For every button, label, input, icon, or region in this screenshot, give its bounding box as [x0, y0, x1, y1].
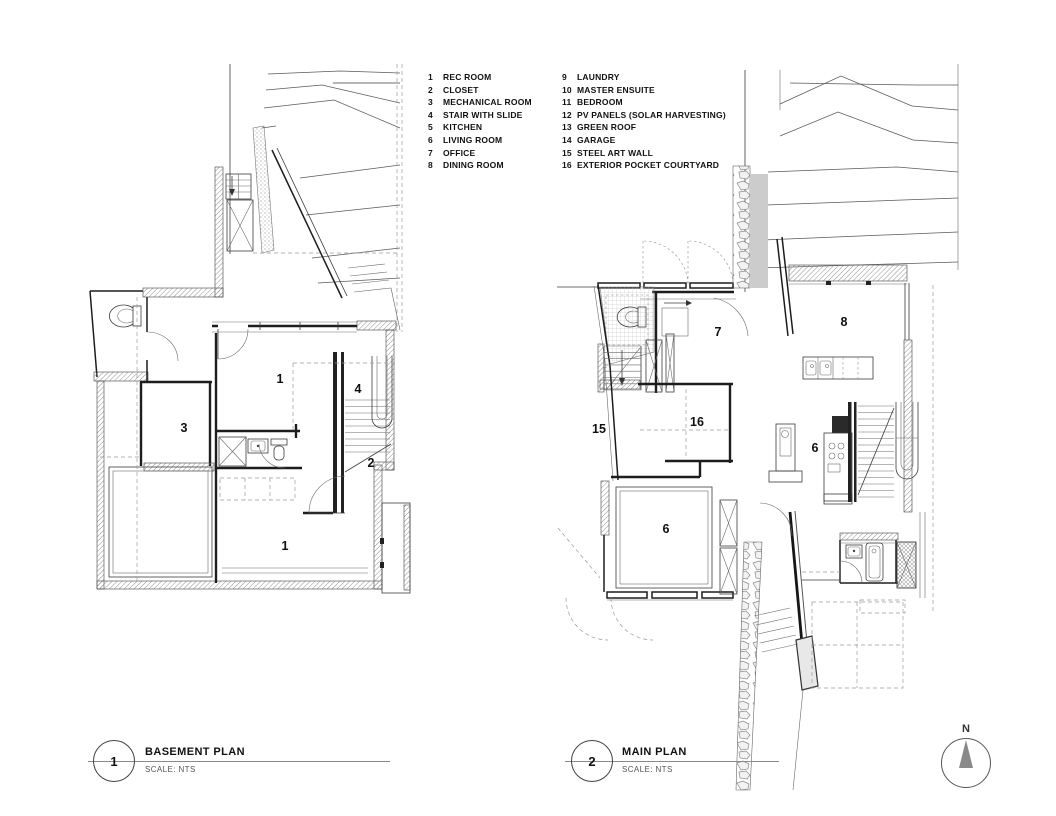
plan-title: BASEMENT PLAN — [145, 746, 245, 758]
main-patio-dashes — [812, 600, 905, 688]
basement-outer-walls — [97, 321, 410, 593]
legend-num: 4 — [428, 109, 433, 120]
legend-label: GARAGE — [577, 134, 616, 145]
legend-num: 5 — [428, 122, 433, 133]
basement-bathroom — [216, 424, 302, 468]
legend-num: 6 — [428, 134, 433, 145]
plan-title: MAIN PLAN — [622, 746, 687, 758]
basement-retaining-wall — [253, 126, 400, 330]
legend-label: STEEL ART WALL — [577, 147, 653, 158]
legend-label: CLOSET — [443, 84, 479, 95]
main-kitchen — [803, 357, 873, 504]
room-label: 16 — [690, 415, 704, 429]
basement-powder-room — [90, 288, 223, 381]
basement-site-contours — [230, 64, 402, 332]
room-label: 1 — [276, 372, 284, 386]
legend-column-1 — [428, 71, 562, 172]
legend-num: 16 — [562, 160, 572, 171]
room-label: 8 — [840, 315, 848, 329]
detail-number: 2 — [588, 753, 596, 769]
room-label: 4 — [354, 382, 362, 396]
main-site-contours — [745, 64, 958, 292]
main-bathroom — [802, 533, 916, 588]
legend-item — [562, 134, 726, 147]
north-label: N — [962, 723, 970, 735]
basement-furniture — [109, 467, 368, 577]
legend-label: LIVING ROOM — [443, 134, 503, 145]
legend-label: REC ROOM — [443, 72, 492, 82]
plan-scale: SCALE: NTS — [622, 765, 673, 774]
legend-num: 9 — [562, 72, 567, 82]
detail-number-circle — [571, 740, 613, 782]
room-label: 1 — [281, 539, 289, 553]
legend-label: LAUNDRY — [577, 72, 620, 82]
legend-num: 11 — [562, 97, 572, 108]
plan-scale: SCALE: NTS — [145, 765, 196, 774]
main-steel-art-wall — [760, 503, 818, 790]
legend-item — [428, 147, 562, 160]
room-label: 15 — [592, 422, 606, 436]
legend-item — [562, 109, 726, 122]
basement-plan-drawing — [90, 64, 410, 593]
legend-item — [428, 134, 562, 147]
legend-num: 3 — [428, 97, 433, 108]
legend-label: GREEN ROOF — [577, 122, 637, 133]
main-plan-drawing — [557, 64, 958, 790]
legend-num: 13 — [562, 122, 572, 133]
legend-label: KITCHEN — [443, 122, 483, 133]
main-living-lower — [558, 461, 737, 640]
basement-stair-top — [215, 167, 253, 297]
detail-number-circle — [93, 740, 135, 782]
legend-num: 14 — [562, 134, 572, 145]
main-stone-wall-lower — [736, 542, 798, 790]
legend-label: DINING ROOM — [443, 160, 504, 171]
legend-label: BEDROOM — [577, 97, 623, 108]
detail-number: 1 — [110, 753, 118, 769]
room-label: 6 — [811, 441, 819, 455]
legend-label: MASTER ENSUITE — [577, 84, 655, 95]
legend-label: MECHANICAL ROOM — [443, 97, 532, 108]
legend-column-2 — [562, 71, 726, 172]
legend-item — [428, 84, 562, 97]
main-fireplace — [769, 424, 802, 482]
legend-label: PV PANELS (SOLAR HARVESTING) — [577, 109, 726, 120]
legend-num: 1 — [428, 72, 433, 82]
main-stone-wall-upper — [733, 166, 768, 288]
legend-num: 10 — [562, 84, 572, 95]
legend-item — [428, 96, 562, 109]
legend-item — [562, 159, 726, 172]
legend-label: OFFICE — [443, 147, 476, 158]
legend-item — [562, 96, 726, 109]
legend-item — [562, 121, 726, 134]
room-label: 2 — [367, 456, 375, 470]
room-label: 3 — [180, 421, 188, 435]
legend-label: EXTERIOR POCKET COURTYARD — [577, 160, 720, 171]
legend-item — [562, 71, 726, 84]
legend-num: 12 — [562, 109, 572, 120]
legend-num: 8 — [428, 160, 433, 171]
legend-item — [562, 147, 726, 160]
north-needle — [959, 740, 973, 768]
legend-item — [562, 84, 726, 97]
legend — [428, 71, 726, 172]
legend-num: 2 — [428, 84, 433, 95]
legend-item — [428, 121, 562, 134]
main-courtyard16 — [600, 366, 733, 481]
legend-item — [428, 71, 562, 84]
legend-item — [428, 159, 562, 172]
legend-num: 15 — [562, 147, 572, 158]
legend-item — [428, 109, 562, 122]
room-label: 6 — [662, 522, 670, 536]
room-label: 7 — [714, 325, 722, 339]
legend-label: STAIR WITH SLIDE — [443, 109, 523, 120]
basement-room3-walls — [140, 382, 214, 471]
legend-num: 7 — [428, 147, 433, 158]
